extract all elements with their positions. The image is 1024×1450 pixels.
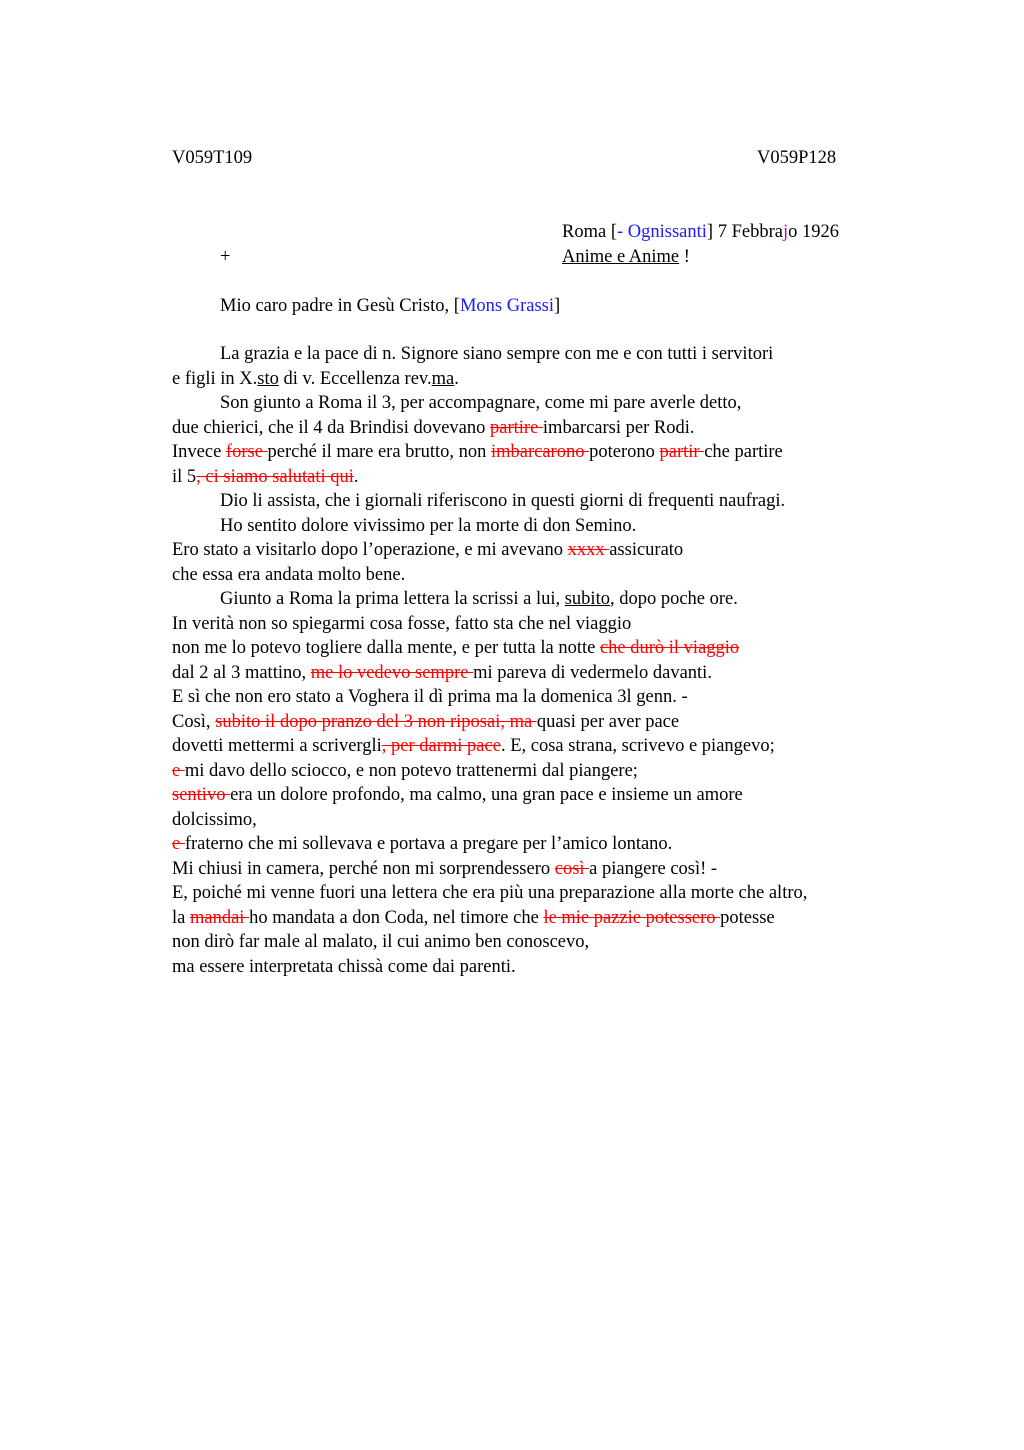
text-segment: mi pareva di vedermelo davanti. bbox=[473, 662, 712, 683]
body-line bbox=[172, 783, 892, 808]
deleted-text: e bbox=[172, 834, 185, 854]
dateline-date-end: o 1926 bbox=[788, 222, 839, 242]
text-segment: che partire bbox=[704, 442, 783, 462]
text-segment: Mi chiusi in camera, perché non mi sorprendessero bbox=[172, 858, 555, 879]
deleted-text: forse bbox=[225, 442, 268, 462]
body-line bbox=[172, 636, 892, 661]
text-segment: Ho sentito dolore vivissimo per la morte di don Semino. bbox=[220, 515, 637, 536]
letter-body bbox=[172, 342, 892, 979]
deleted-text: così bbox=[554, 858, 590, 879]
deleted-text: subito il dopo pranzo del 3 non riposai, ma bbox=[215, 711, 537, 732]
deleted-text: sentivo bbox=[172, 785, 231, 805]
text-segment: imbarcarsi per Rodi. bbox=[542, 417, 695, 438]
text-segment: a piangere così! - bbox=[589, 858, 718, 879]
body-line bbox=[172, 930, 892, 955]
deleted-text: e bbox=[172, 760, 185, 781]
body-line bbox=[172, 661, 892, 686]
text-segment: che essa era andata molto bene. bbox=[172, 564, 406, 585]
salutation-text: Mio caro padre in Gesù Cristo, [ bbox=[220, 296, 460, 316]
text-segment: quasi per aver pace bbox=[536, 711, 680, 732]
text-segment: ma essere interpretata chissà come dai parenti. bbox=[172, 956, 516, 977]
text-segment: E sì che non ero stato a Voghera il dì prima ma la domenica 3l genn. - bbox=[172, 687, 688, 707]
body-line bbox=[172, 832, 892, 857]
text-segment: ma bbox=[431, 368, 455, 389]
text-segment: ho mandata a don Coda, nel timore che bbox=[249, 907, 544, 928]
body-line bbox=[172, 465, 892, 490]
text-segment: il 5 bbox=[172, 466, 197, 487]
text-segment: due chierici, che il 4 da Brindisi dovevano bbox=[172, 417, 491, 438]
body-line bbox=[172, 710, 892, 735]
text-segment: poterono bbox=[589, 442, 660, 462]
text-segment: fraterno che mi sollevava e portava a pregare per l’amico lontano. bbox=[184, 834, 673, 854]
deleted-text: imbarcarono bbox=[490, 442, 590, 462]
text-segment: . E, cosa strana, scrivevo e piangevo; bbox=[500, 736, 775, 756]
deleted-text: , per darmi pace bbox=[381, 736, 501, 756]
body-line bbox=[172, 881, 892, 906]
body-line bbox=[172, 955, 892, 980]
text-segment: non me lo potevo togliere dalla mente, e per tutta la notte bbox=[172, 638, 600, 658]
deleted-text: , ci siamo salutati qui bbox=[196, 466, 354, 487]
text-segment: subito bbox=[564, 589, 610, 609]
text-segment: dal 2 al 3 mattino, bbox=[172, 662, 311, 683]
body-line bbox=[172, 538, 892, 563]
text-segment: . bbox=[353, 466, 359, 487]
dateline-date-start: ] 7 Febbra bbox=[706, 222, 783, 242]
salutation-close: ] bbox=[553, 296, 561, 316]
body-line bbox=[172, 440, 892, 465]
cross-mark: + bbox=[220, 247, 231, 267]
dateline-date-correction: j bbox=[782, 222, 789, 242]
dateline-city: Roma [ bbox=[562, 222, 617, 242]
deleted-text: le mie pazzie potessero bbox=[543, 907, 721, 928]
text-segment: potesse bbox=[720, 907, 775, 928]
text-segment: e figli in X. bbox=[172, 368, 258, 389]
salutation bbox=[220, 294, 560, 319]
text-segment: E, poiché mi venne fuori una lettera che era più una preparazione alla morte che altro, bbox=[172, 883, 808, 903]
dateline-place-annotation: - Ognissanti bbox=[616, 222, 707, 242]
text-segment: Invece bbox=[172, 442, 226, 462]
body-line bbox=[172, 906, 892, 931]
text-segment: dovetti mettermi a scrivergli bbox=[172, 736, 382, 756]
deleted-text: mandai bbox=[189, 907, 250, 928]
deleted-text: partir bbox=[659, 442, 705, 462]
text-segment: mi davo dello sciocco, e non potevo trattenermi dal piangere; bbox=[184, 760, 638, 781]
text-segment: Ero stato a visitarlo dopo l’operazione, e mi avevano bbox=[172, 540, 568, 560]
text-segment: La grazia e la pace di n. Signore siano sempre con me e con tutti i servitori bbox=[220, 344, 774, 364]
deleted-text: partire bbox=[490, 417, 543, 438]
dateline bbox=[562, 220, 839, 245]
body-line bbox=[172, 857, 892, 882]
body-line bbox=[172, 808, 892, 833]
body-line bbox=[172, 391, 892, 416]
document-code-right: V059P128 bbox=[757, 148, 837, 168]
body-line bbox=[172, 489, 892, 514]
text-segment: , dopo poche ore. bbox=[609, 589, 738, 609]
body-line bbox=[172, 342, 892, 367]
text-segment: era un dolore profondo, ma calmo, una gran pace e insieme un amore bbox=[230, 785, 743, 805]
salutation-recipient: Mons Grassi bbox=[459, 296, 554, 316]
text-segment: . bbox=[454, 368, 459, 389]
body-line bbox=[172, 612, 892, 637]
body-line bbox=[172, 514, 892, 539]
body-line bbox=[172, 734, 892, 759]
text-segment: di v. Eccellenza rev. bbox=[278, 368, 432, 389]
deleted-text: xxxx bbox=[567, 540, 610, 560]
motto-tail: ! bbox=[679, 247, 690, 267]
deleted-text: che durò il viaggio bbox=[599, 638, 740, 658]
text-segment: sto bbox=[257, 368, 279, 389]
deleted-text: me lo vedevo sempre bbox=[310, 662, 474, 683]
motto bbox=[562, 245, 690, 270]
document-code-left: V059T109 bbox=[172, 148, 253, 168]
text-segment: Così, bbox=[172, 711, 216, 732]
text-segment: In verità non so spiegarmi cosa fosse, fatto sta che nel viaggio bbox=[172, 613, 632, 634]
text-segment: perché il mare era brutto, non bbox=[267, 442, 491, 462]
text-segment: dolcissimo, bbox=[172, 809, 257, 830]
body-line bbox=[172, 367, 892, 392]
body-line bbox=[172, 416, 892, 441]
body-line bbox=[172, 563, 892, 588]
body-line bbox=[172, 587, 892, 612]
body-line bbox=[172, 759, 892, 784]
text-segment: Giunto a Roma la prima lettera la scrissi a lui, bbox=[220, 589, 565, 609]
text-segment: Dio li assista, che i giornali riferiscono in questi giorni di frequenti naufragi. bbox=[220, 491, 786, 511]
motto-text: Anime e Anime bbox=[562, 247, 680, 267]
text-segment: non dirò far male al malato, il cui animo ben conoscevo, bbox=[172, 932, 590, 952]
body-line bbox=[172, 685, 892, 710]
text-segment: la bbox=[172, 907, 190, 928]
text-segment: assicurato bbox=[609, 540, 684, 560]
text-segment: Son giunto a Roma il 3, per accompagnare, come mi pare averle detto, bbox=[220, 393, 742, 413]
